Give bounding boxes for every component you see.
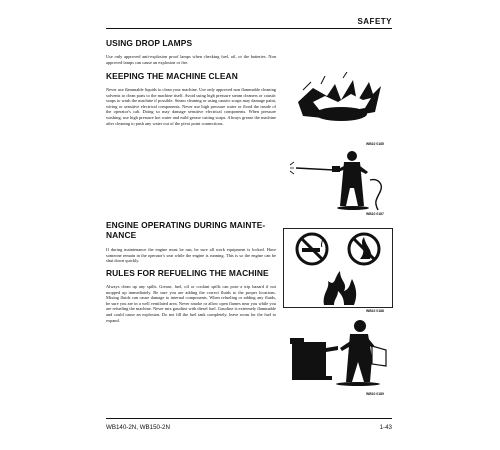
figure-refueling <box>288 318 392 388</box>
header-rule <box>106 28 392 29</box>
footer-rule <box>106 418 392 419</box>
heading-engine-operating: ENGINE OPERATING DURING MAINTE- NANCE <box>106 220 266 240</box>
text-refueling: Always clean up any spills. Grease, fuel, oil or coolant spills can pose a trip hazard if not mopped up immediately. Be sure you are adding the correct fluids to the proper locations. Mixing fluids can cause damage to internal components. When refueling or adding any fluids, be sure you are in a well ventilated area. Never smoke or allow open flames near you while you are refueling the machine. Never mix gasoline with diesel fuel. Gasoline is extremely flammable and could cause an explosion. Do not fill the fuel tank completely, leave room for the fuel to expand. <box>106 284 276 323</box>
no-smoking-icon <box>297 234 327 264</box>
text-keeping-clean: Never use flammable liquids to clean your machine. Use only approved non flammable cleaning solvents to clean parts to the machine itself. Avoid using high pressure steam cleaners or caustic soaps to wash the machine if possible. Steam cleaning or using caustic soaps may damage paint, wiring or sensitive electrical components. Never use high pressure water or flood the inside of the operator's cab. Doing so may damage sensitive electrical components. When pressure washing, use high pressure hot water and mild grease cutting soaps. Always grease the machine after cleaning to push any water out of the pivot point connections. <box>106 87 276 126</box>
heading-drop-lamps: USING DROP LAMPS <box>106 38 193 48</box>
figure-pressure-washing <box>288 150 388 215</box>
text-engine-operating: If during maintenance the engine must be run, be sure all work equipment is locked. Have someone remain in the operator's seat while the engine is running. This is so the engine can be shut down quickly. <box>106 247 276 264</box>
no-smoking-no-flame-illustration <box>284 229 392 307</box>
heading-refueling: RULES FOR REFUELING THE MACHINE <box>106 268 269 278</box>
flammable-rag-illustration <box>283 72 391 140</box>
pressure-washing-illustration <box>288 150 388 215</box>
figure-no-smoking-no-flame <box>283 228 393 308</box>
figure-code-4: WB10 0189 <box>366 392 384 396</box>
footer-page-number: 1-43 <box>379 424 392 431</box>
no-open-flame-icon <box>349 234 379 264</box>
heading-keeping-clean: KEEPING THE MACHINE CLEAN <box>106 71 238 81</box>
text-drop-lamps: Use only approved anti-explosion proof lamps when checking fuel, oil, or the batteries. Non approved lamps can cause an explosion or fire. <box>106 54 276 65</box>
figure-code-1: WB10 0185 <box>366 142 384 146</box>
figure-code-2: WB10 0187 <box>366 212 384 216</box>
figure-code-3: WB10 0188 <box>366 309 384 313</box>
fire-icon <box>324 271 357 305</box>
footer-model: WB140-2N, WB150-2N <box>106 424 170 431</box>
figure-flammable-rag <box>283 72 391 140</box>
section-header: SAFETY <box>357 17 392 26</box>
refueling-illustration <box>288 318 392 388</box>
